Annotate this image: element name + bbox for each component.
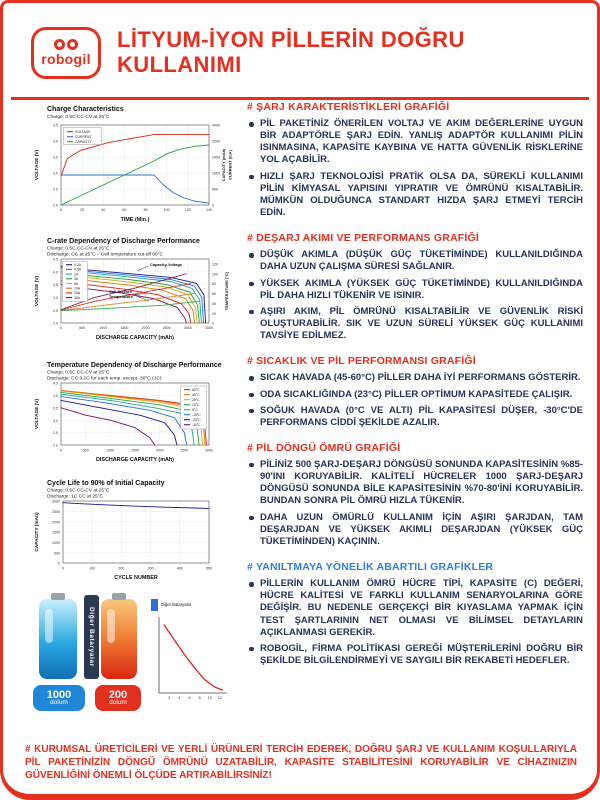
bullet-item: SICAK HAVADA (45-60°C) PİLLER DAHA İYİ PERFORMANS GÖSTERİR. bbox=[247, 372, 583, 384]
svg-text:4.0: 4.0 bbox=[53, 139, 58, 144]
svg-text:4.5: 4.5 bbox=[53, 257, 58, 262]
good-cycle-unit: dolum bbox=[50, 699, 68, 707]
svg-text:1000: 1000 bbox=[99, 326, 108, 330]
svg-text:2000: 2000 bbox=[155, 448, 164, 453]
bullet-item: ROBOGİL, FİRMA POLİTİKASI GEREĞİ MÜŞTERİLERİNİ DOĞRU BİR ŞEKİLDE BİLGİLENDİRMEYİ VE SAYGILI BİR REKABETİ HEDEFLER. bbox=[247, 643, 583, 667]
svg-text:CAPACITY: CAPACITY bbox=[75, 140, 92, 144]
svg-text:60: 60 bbox=[122, 208, 127, 212]
svg-text:30A: 30A bbox=[74, 295, 81, 300]
svg-text:12: 12 bbox=[217, 696, 222, 700]
section-yaniltici-grafikler bbox=[247, 561, 583, 667]
svg-text:2.0: 2.0 bbox=[53, 321, 58, 326]
svg-text:-10°C: -10°C bbox=[192, 413, 201, 417]
cell-surface-annotation-line1: Cell Surface bbox=[109, 289, 133, 294]
bullet-list bbox=[247, 249, 583, 342]
footer-note bbox=[25, 743, 577, 782]
svg-text:CAPACITY (mAh): CAPACITY (mAh) bbox=[35, 512, 40, 552]
other-batteries-ribbon: Diğer Bataryalar bbox=[84, 595, 99, 679]
svg-text:80: 80 bbox=[212, 282, 216, 287]
svg-text:3.5: 3.5 bbox=[53, 283, 58, 288]
capacity-retention-line bbox=[63, 503, 209, 509]
y-axis-ticks bbox=[52, 500, 209, 566]
mini-x-axis-ticks bbox=[168, 696, 222, 700]
good-cycle-badge bbox=[33, 685, 85, 711]
temp-curve bbox=[61, 408, 155, 445]
svg-text:VOLTAGE (V): VOLTAGE (V) bbox=[35, 398, 40, 430]
section-heading: # ŞARJ KARAKTERİSTİKLERİ GRAFİĞİ bbox=[247, 101, 450, 113]
svg-text:Charge: 0.5C CC-CV at 25°C: Charge: 0.5C CC-CV at 25°C bbox=[47, 370, 110, 376]
svg-text:60°C: 60°C bbox=[192, 388, 200, 392]
svg-text:Discharge: CC 0.2C for each te: Discharge: CC 0.2C for each temp. except -30°C (1C) bbox=[47, 376, 162, 382]
svg-text:800: 800 bbox=[212, 187, 218, 192]
temperature-discharge-chart bbox=[31, 359, 236, 473]
svg-text:VOLTAGE: VOLTAGE bbox=[75, 130, 91, 134]
svg-text:4.0: 4.0 bbox=[53, 270, 58, 275]
svg-text:-20°C: -20°C bbox=[192, 418, 201, 422]
svg-text:2.5: 2.5 bbox=[53, 187, 58, 192]
bullet-item: DÜŞÜK AKIMLA (DÜŞÜK GÜÇ TÜKETİMİNDE) KULLANILDIĞINDA DAHA UZUN ÇALIŞMA SÜRESİ SAĞLANIR. bbox=[247, 249, 583, 273]
svg-text:4000: 4000 bbox=[212, 123, 220, 128]
svg-text:CURRENT: CURRENT bbox=[75, 135, 92, 139]
svg-text:3.0: 3.0 bbox=[53, 418, 58, 423]
page-title bbox=[117, 28, 465, 77]
misleading-mini-chart bbox=[147, 597, 235, 709]
svg-text:1000: 1000 bbox=[106, 448, 115, 453]
svg-text:2.5: 2.5 bbox=[53, 431, 58, 436]
svg-text:3.5: 3.5 bbox=[53, 406, 58, 411]
svg-text:8: 8 bbox=[198, 696, 201, 700]
svg-text:CAPACITY (mAh): CAPACITY (mAh) bbox=[221, 148, 226, 182]
svg-text:-30°C: -30°C bbox=[192, 423, 201, 427]
svg-text:3200: 3200 bbox=[212, 139, 220, 144]
svg-text:VOLTAGE (V): VOLTAGE (V) bbox=[35, 149, 40, 181]
section-heading: # PİL DÖNGÜ ÖMRÜ GRAFİĞİ bbox=[247, 441, 401, 454]
battery-comparison-visual bbox=[31, 595, 237, 713]
section-heading: # YANILTMAYA YÖNELİK ABARTILI GRAFİKLER bbox=[247, 561, 494, 574]
temp-curve bbox=[61, 392, 199, 445]
svg-text:Charge: 0.5C CC-CV at 25°C: Charge: 0.5C CC-CV at 25°C bbox=[47, 246, 110, 252]
bullet-item: DAHA UZUN ÖMÜRLÜ KULLANIM İÇİN AŞIRI ŞARJDAN, TAM DEŞARJDAN VE YÜKSEK AKIMLI DEŞARJDAN (YÜKSEK GÜÇ TÜKETİMİNDEN) KAÇININ. bbox=[247, 512, 583, 548]
svg-text:3A: 3A bbox=[74, 277, 79, 282]
svg-text:3000: 3000 bbox=[52, 499, 60, 504]
text-column bbox=[247, 101, 583, 680]
svg-text:500: 500 bbox=[82, 448, 89, 453]
svg-text:100: 100 bbox=[89, 566, 96, 571]
svg-text:3.0: 3.0 bbox=[53, 171, 58, 176]
section-sicaklik-performans bbox=[247, 355, 583, 429]
svg-text:2000: 2000 bbox=[141, 326, 150, 330]
svg-text:4.0: 4.0 bbox=[53, 394, 58, 398]
logo-eyes-icon bbox=[54, 39, 78, 50]
svg-text:0.2A: 0.2A bbox=[74, 263, 81, 267]
svg-text:Charge: 0.5C CC-CV at 25°C: Charge: 0.5C CC-CV at 25°C bbox=[47, 115, 110, 120]
svg-text:0: 0 bbox=[58, 561, 60, 566]
svg-text:500: 500 bbox=[79, 326, 86, 330]
header bbox=[31, 15, 581, 91]
svg-text:CURRENT (mA): CURRENT (mA) bbox=[227, 150, 233, 180]
footer-text: # KURUMSAL ÜRETİCİLERİ VE YERLİ ÜRÜNLERİ TERCİH EDEREK, DOĞRU ŞARJ VE KULLANIM KOŞULLARIYLA PİL PAKETİNİZİN DÖNGÜ ÖMRÜNÜ UZATABİLİR, KAPASİTE STABİLİTESİNİ KORUYABİLİR VE CİHAZINIZIN GÜVENLİĞİNİ ÖNEMLİ ÖLÇÜDE ARTIRABİLİRSİNİZ! bbox=[25, 744, 577, 781]
svg-text:1500: 1500 bbox=[120, 326, 129, 330]
svg-text:300: 300 bbox=[147, 566, 154, 571]
section-dongu-omru bbox=[247, 442, 583, 548]
svg-text:2.0: 2.0 bbox=[53, 203, 58, 208]
bullet-item: SOĞUK HAVADA (0°C VE ALTI) PİL KAPASİTESİ DÜŞER, -30°C'DE PERFORMANS CİDDİ ŞEKİLDE AZALIR. bbox=[247, 405, 583, 429]
svg-text:60: 60 bbox=[212, 292, 216, 297]
y-axis-ticks-right bbox=[212, 263, 218, 326]
svg-text:500: 500 bbox=[206, 566, 212, 571]
temp-curve bbox=[61, 394, 194, 445]
svg-text:2: 2 bbox=[168, 696, 171, 700]
bullet-item: PİLLERİN KULLANIM ÖMRÜ HÜCRE TİPİ, KAPASİTE (C) DEĞERİ, HÜCRE KALİTESİ VE FARKLI KULLANIM SENARYOLARINA GÖRE DEĞİŞİR. BU NEDENLE GERÇEKÇİ BİR KIYASLAMA YAPMAK İÇİN TEST ŞARTLARININ NET OLMASI VE BİLİMSEL DETAYLARIN AÇIKLANMASI GEREKİR. bbox=[247, 578, 583, 639]
bad-cycle-badge bbox=[95, 685, 141, 711]
svg-text:10: 10 bbox=[207, 696, 212, 700]
svg-text:10°C: 10°C bbox=[192, 403, 200, 407]
brand-logo bbox=[31, 27, 101, 79]
svg-text:4.5: 4.5 bbox=[53, 381, 58, 386]
svg-text:4.5: 4.5 bbox=[53, 123, 58, 128]
svg-text:20: 20 bbox=[80, 208, 85, 212]
svg-text:0: 0 bbox=[62, 566, 64, 571]
mini-chart-legend-label: Diğer Bataryalar bbox=[161, 602, 192, 607]
page-title-line2: KULLANIMI bbox=[117, 52, 242, 77]
robogil-battery-illustration bbox=[39, 599, 77, 679]
svg-text:6: 6 bbox=[188, 696, 191, 700]
bullet-item: PİL PAKETİNİZ ÖNERİLEN VOLTAJ VE AKIM DEĞERLERİNE UYGUN BİR ADAPTÖRLE ŞARJ EDİN. YANLIŞ ADAPTÖR KULLANIMI PİLİN ISINMASINA, KAPASİTE KAYBINA VE HATTA GÜVENLİK RİSKLERİNE YOL AÇABİLİR. bbox=[247, 118, 583, 167]
svg-text:3.5: 3.5 bbox=[53, 155, 58, 160]
svg-text:20A: 20A bbox=[74, 291, 81, 296]
svg-text:1500: 1500 bbox=[131, 448, 139, 453]
brand-name: robogil bbox=[41, 51, 91, 67]
svg-text:80: 80 bbox=[143, 208, 148, 212]
svg-text:500: 500 bbox=[54, 551, 60, 556]
svg-text:Charge: 0.5C CC-CV at 25°C: Charge: 0.5C CC-CV at 25°C bbox=[47, 488, 110, 494]
crate-discharge-chart bbox=[31, 235, 236, 355]
svg-text:100: 100 bbox=[212, 272, 218, 277]
svg-text:3000: 3000 bbox=[183, 326, 192, 330]
chart-legend bbox=[63, 262, 88, 302]
svg-text:2500: 2500 bbox=[180, 448, 189, 453]
svg-text:TIME (Min.): TIME (Min.) bbox=[120, 217, 150, 223]
section-sarj-karakteristikleri bbox=[247, 101, 583, 219]
svg-text:120: 120 bbox=[184, 208, 191, 212]
misleading-decline-line bbox=[164, 625, 222, 690]
svg-text:10A: 10A bbox=[74, 286, 81, 291]
svg-text:40: 40 bbox=[212, 301, 216, 306]
cell-surface-annotation-line2: Temperature bbox=[109, 294, 133, 299]
bullet-list bbox=[247, 578, 583, 667]
svg-text:Discharge: CC at 25°C – Cell t: Discharge: CC at 25°C – Cell temperature cut-off 80°C bbox=[47, 252, 163, 258]
svg-text:C-rate Dependency of Discharge: C-rate Dependency of Discharge Performance bbox=[47, 238, 200, 245]
charge-characteristics-chart bbox=[31, 103, 236, 231]
svg-text:2.0: 2.0 bbox=[53, 443, 58, 448]
charts-column bbox=[31, 103, 239, 713]
svg-text:0.5A: 0.5A bbox=[74, 267, 81, 272]
svg-text:0: 0 bbox=[60, 326, 62, 330]
svg-text:100: 100 bbox=[163, 208, 170, 212]
svg-text:45°C: 45°C bbox=[192, 393, 200, 397]
svg-text:3000: 3000 bbox=[205, 448, 213, 453]
svg-text:4: 4 bbox=[178, 696, 181, 700]
svg-text:40: 40 bbox=[101, 208, 106, 212]
bullet-item: PİLİNİZ 500 ŞARJ-DEŞARJ DÖNGÜSÜ SONUNDA KAPASİTESİNİN %85-90'INI KORUYABİLİR. KALİTELİ HÜCRELER 1000 ŞARJ-DEŞARJ DÖNGÜSÜ SONUNDA BİLE KAPASİTESİNİN %70-80'İNİ KORUYABİLİR. BUNDAN SONRA PİL ÖMRÜ HIZLA TÜKENİR. bbox=[247, 459, 583, 508]
svg-text:2.5: 2.5 bbox=[53, 308, 58, 313]
svg-text:20: 20 bbox=[212, 311, 216, 316]
svg-text:0: 0 bbox=[60, 208, 62, 212]
svg-text:0: 0 bbox=[212, 321, 214, 326]
svg-text:DISCHARGE CAPACITY (mAh): DISCHARGE CAPACITY (mAh) bbox=[96, 457, 174, 463]
y-axis-ticks-right bbox=[212, 124, 220, 208]
header-divider bbox=[11, 97, 589, 100]
svg-text:Charge Characteristics: Charge Characteristics bbox=[47, 106, 124, 113]
svg-text:Temperature Dependency of Disc: Temperature Dependency of Discharge Performance bbox=[47, 362, 222, 369]
bullet-item: AŞIRI AKIM, PİL ÖMRÜNÜ KISALTABİLİR VE GÜVENLİK RİSKİ OLUŞTURABİLİR. SIK VE UZUN SÜRELİ YÜKSEK GÜÇ KULLANIMI TAVSİYE EDİLMEZ. bbox=[247, 306, 583, 342]
svg-text:1A: 1A bbox=[74, 272, 79, 277]
svg-text:140: 140 bbox=[206, 208, 212, 212]
svg-text:Discharge: 1C CC at 25°C: Discharge: 1C CC at 25°C bbox=[47, 494, 104, 500]
bullet-list bbox=[247, 459, 583, 548]
svg-text:2500: 2500 bbox=[162, 326, 171, 330]
svg-text:CYCLE NUMBER: CYCLE NUMBER bbox=[114, 575, 158, 581]
bullet-list bbox=[247, 372, 583, 429]
svg-text:1000: 1000 bbox=[52, 540, 60, 545]
svg-text:3500: 3500 bbox=[205, 326, 213, 330]
other-battery-illustration bbox=[101, 599, 137, 679]
svg-text:25°C: 25°C bbox=[192, 398, 200, 402]
svg-text:5A: 5A bbox=[74, 281, 79, 286]
chart-legend bbox=[64, 128, 102, 145]
svg-text:VOLTAGE (V): VOLTAGE (V) bbox=[35, 275, 40, 307]
svg-text:DISCHARGE CAPACITY (mAh): DISCHARGE CAPACITY (mAh) bbox=[96, 335, 174, 341]
svg-text:3.0: 3.0 bbox=[53, 296, 58, 300]
svg-text:120: 120 bbox=[212, 262, 218, 267]
section-heading: # SICAKLIK VE PİL PERFORMANSI GRAFİĞİ bbox=[247, 355, 476, 368]
good-cycle-value: 1000 bbox=[46, 688, 72, 701]
svg-text:1500: 1500 bbox=[52, 530, 60, 535]
chart-legend bbox=[181, 386, 207, 429]
svg-text:2400: 2400 bbox=[212, 155, 220, 160]
page-title-line1: LİTYUM-İYON PİLLERİN DOĞRU bbox=[117, 27, 465, 53]
svg-text:2500: 2500 bbox=[52, 509, 60, 514]
svg-text:0°C: 0°C bbox=[192, 408, 198, 412]
svg-text:400: 400 bbox=[176, 566, 183, 571]
section-heading: # DEŞARJ AKIMI VE PERFORMANS GRAFİĞİ bbox=[247, 232, 480, 245]
capacity-voltage-annotation: Capacity-Voltage bbox=[150, 262, 183, 267]
svg-text:200: 200 bbox=[118, 566, 125, 571]
bullet-item: YÜKSEK AKIMLA (YÜKSEK GÜÇ TÜKETİMİNDE) KULLANILDIĞINDA PİL DAHA HIZLI TÜKENİR VE ISINIR. bbox=[247, 278, 583, 302]
bad-cycle-value: 200 bbox=[108, 688, 128, 701]
cycle-life-chart bbox=[31, 477, 236, 591]
mini-chart-legend-swatch bbox=[151, 599, 158, 611]
svg-text:TEMPERATURE (°C): TEMPERATURE (°C) bbox=[224, 271, 229, 311]
bullet-list bbox=[247, 118, 583, 219]
svg-text:0: 0 bbox=[60, 448, 62, 453]
svg-text:2000: 2000 bbox=[52, 520, 60, 525]
bad-cycle-unit: dolum bbox=[109, 699, 127, 707]
svg-text:0: 0 bbox=[212, 203, 214, 208]
bullet-item: HIZLI ŞARJ TEKNOLOJİSİ PRATİK OLSA DA, SÜREKLİ KULLANIMI PİLİN KİMYASAL YAPISINI YIPRATIR VE ÖMRÜNÜ KISALTABİLİR. MÜMKÜN OLDUĞUNCA STANDART HIZDA ŞARJ ETMEYİ TERCİH EDİN. bbox=[247, 171, 583, 220]
svg-text:1600: 1600 bbox=[212, 171, 220, 176]
section-desarj-akimi bbox=[247, 232, 583, 342]
bullet-item: ODA SICAKLIĞINDA (23°C) PİLLER OPTİMUM KAPASİTEDE ÇALIŞIR. bbox=[247, 389, 583, 401]
svg-text:Cycle Life to 90% of Initial C: Cycle Life to 90% of Initial Capacity bbox=[47, 480, 165, 487]
